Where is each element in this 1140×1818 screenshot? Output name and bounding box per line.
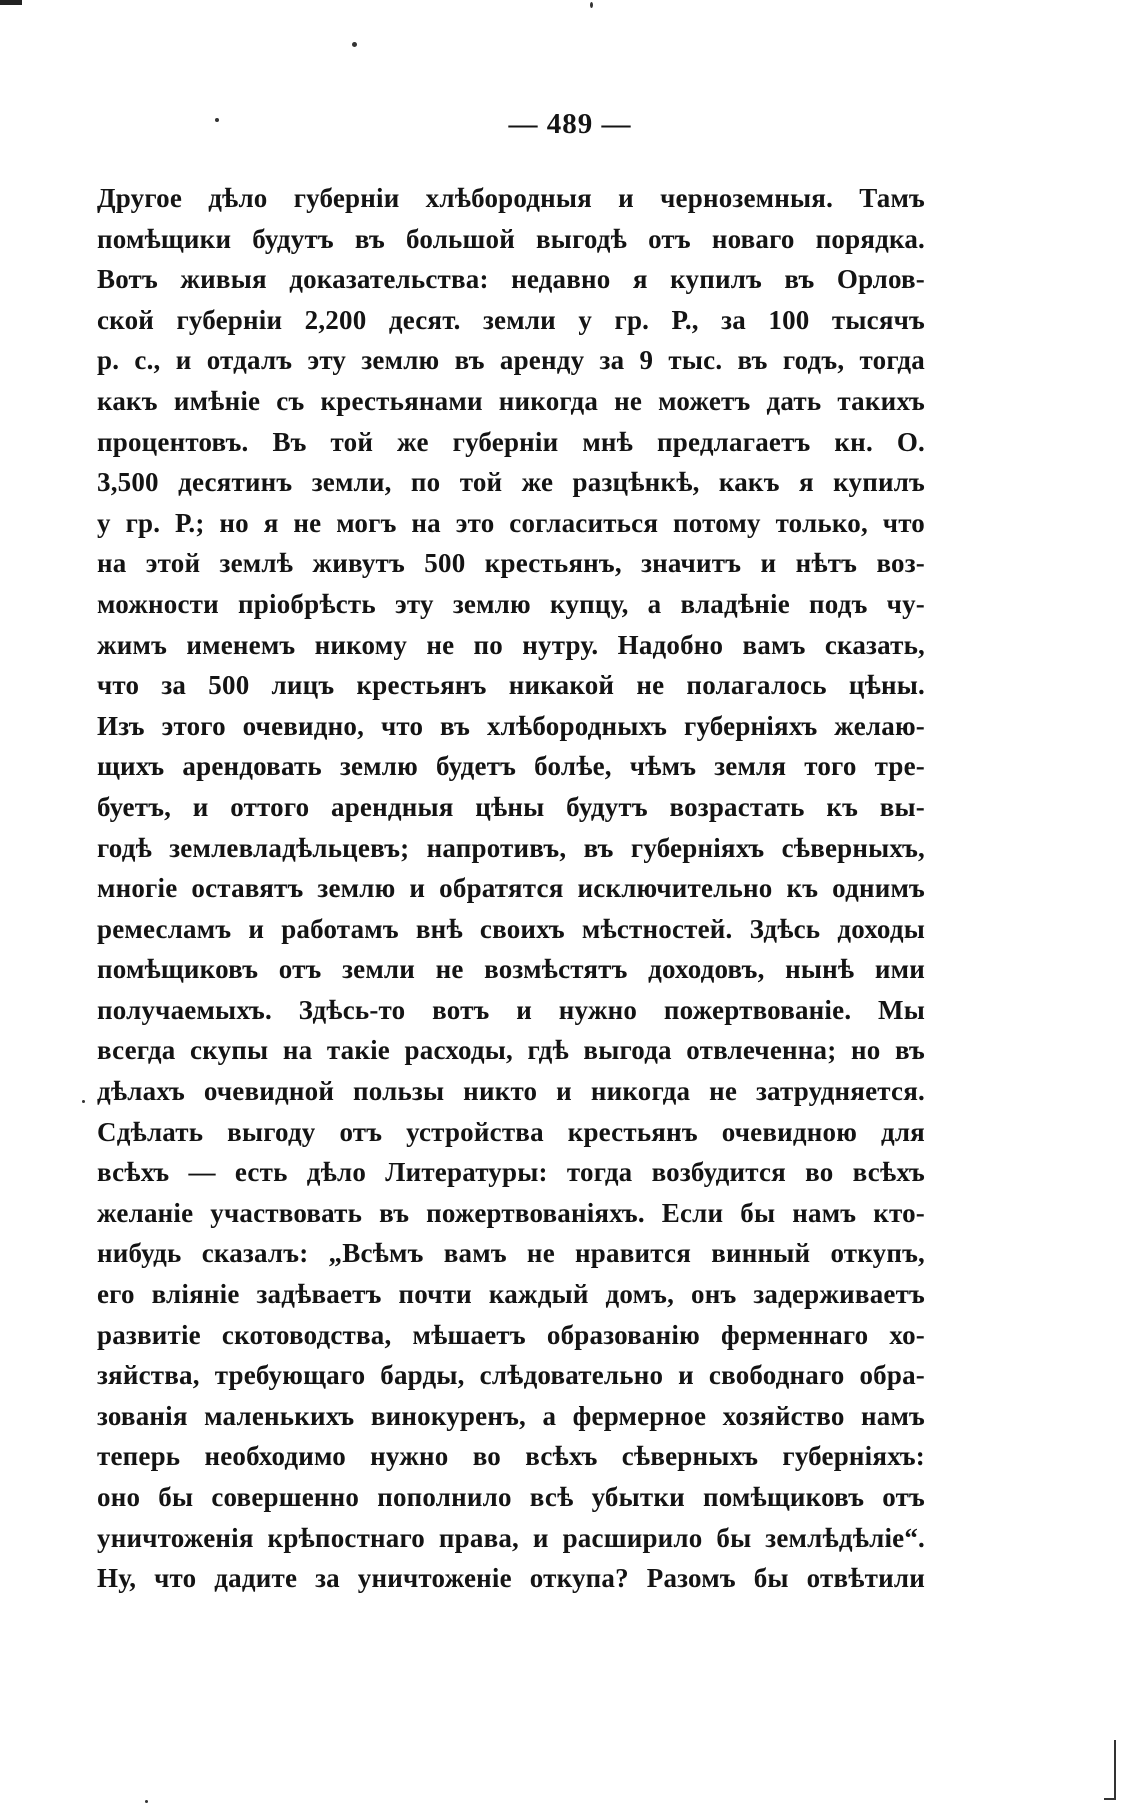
text-line: уничтоженія крѣпостнаго права, и расширило бы землѣдѣліе“. (97, 1522, 925, 1553)
text-line: что за 500 лицъ крестьянъ никакой не полагалось цѣны. (97, 670, 925, 701)
text-line: дѣлахъ очевидной пользы никто и никогда не затрудняется. (97, 1076, 925, 1107)
text-line: зяйства, требующаго барды, слѣдовательно и свободнаго обра- (97, 1360, 925, 1391)
text-line: годѣ землевладѣльцевъ; напротивъ, въ губерніяхъ сѣверныхъ, (97, 832, 925, 863)
scan-speck (590, 2, 593, 8)
text-line: помѣщики будутъ въ большой выгодѣ отъ новаго порядка. (97, 223, 925, 254)
body-text (97, 178, 925, 1599)
text-line: жимъ именемъ никому не по нутру. Надобно вамъ сказать, (97, 629, 925, 660)
scan-speck (82, 1100, 85, 1103)
text-line: нибудь сказалъ: „Всѣмъ вамъ не нравится винный откупъ, (97, 1238, 925, 1269)
text-line: всѣхъ — есть дѣло Литературы: тогда возбудится во всѣхъ (97, 1157, 925, 1188)
text-line: желаніе участвовать въ пожертвованіяхъ. Если бы намъ кто- (97, 1197, 925, 1228)
scan-speck (352, 42, 357, 47)
text-line: его вліяніе задѣваетъ почти каждый домъ, онъ задерживаетъ (97, 1279, 925, 1310)
text-line: всегда скупы на такіе расходы, гдѣ выгода отвлеченна; но въ (97, 1035, 925, 1066)
text-line: буетъ, и оттого арендныя цѣны будутъ возрастать къ вы- (97, 791, 925, 822)
page-number: — 489 — (508, 108, 632, 140)
text-line: многіе оставятъ землю и обратятся исключительно къ однимъ (97, 873, 925, 904)
text-line: Сдѣлать выгоду отъ устройства крестьянъ очевидною для (97, 1116, 925, 1147)
text-line: процентовъ. Въ той же губерніи мнѣ предлагаетъ кн. О. (97, 426, 925, 457)
text-line: Другое дѣло губерніи хлѣбородныя и черноземныя. Тамъ (97, 183, 925, 213)
scan-edge-mark (1104, 1740, 1116, 1800)
text-line: 3,500 десятинъ земли, по той же разцѣнкѣ, какъ я купилъ (97, 467, 925, 498)
text-line: теперь необходимо нужно во всѣхъ сѣверныхъ губерніяхъ: (97, 1441, 925, 1472)
text-line: можности пріобрѣсть эту землю купцу, а владѣніе подъ чу- (97, 588, 925, 619)
text-line: зованія маленькихъ винокуренъ, а фермерное хозяйство намъ (97, 1400, 925, 1431)
text-line: на этой землѣ живутъ 500 крестьянъ, значитъ и нѣтъ воз- (97, 548, 925, 579)
scan-speck (145, 1800, 148, 1803)
text-line: Ну, что дадите за уничтоженіе откупа? Разомъ бы отвѣтили (97, 1563, 925, 1594)
text-line: ремесламъ и работамъ внѣ своихъ мѣстностей. Здѣсь доходы (97, 913, 925, 944)
text-line: щихъ арендовать землю будетъ болѣе, чѣмъ земля того тре- (97, 751, 925, 782)
text-line: у гр. Р.; но я не могъ на это согласиться потому только, что (97, 507, 925, 538)
scan-corner-artifact (0, 0, 22, 5)
text-line: ской губерніи 2,200 десят. земли у гр. Р., за 100 тысячъ (97, 304, 925, 335)
text-line: развитіе скотоводства, мѣшаетъ образованію ферменнаго хо- (97, 1319, 925, 1350)
text-line: получаемыхъ. Здѣсь-то вотъ и нужно пожертвованіе. Мы (97, 994, 925, 1025)
text-line: Вотъ живыя доказательства: недавно я купилъ въ Орлов- (97, 264, 925, 295)
text-line: помѣщиковъ отъ земли не возмѣстятъ доходовъ, нынѣ ими (97, 954, 925, 985)
text-line: р. с., и отдалъ эту землю въ аренду за 9 тыс. въ годъ, тогда (97, 345, 925, 376)
text-line: какъ имѣніе съ крестьянами никогда не можетъ дать такихъ (97, 385, 925, 416)
text-line: Изъ этого очевидно, что въ хлѣбородныхъ губерніяхъ желаю- (97, 710, 925, 741)
text-line: оно бы совершенно пополнило всѣ убытки помѣщиковъ отъ (97, 1482, 925, 1512)
